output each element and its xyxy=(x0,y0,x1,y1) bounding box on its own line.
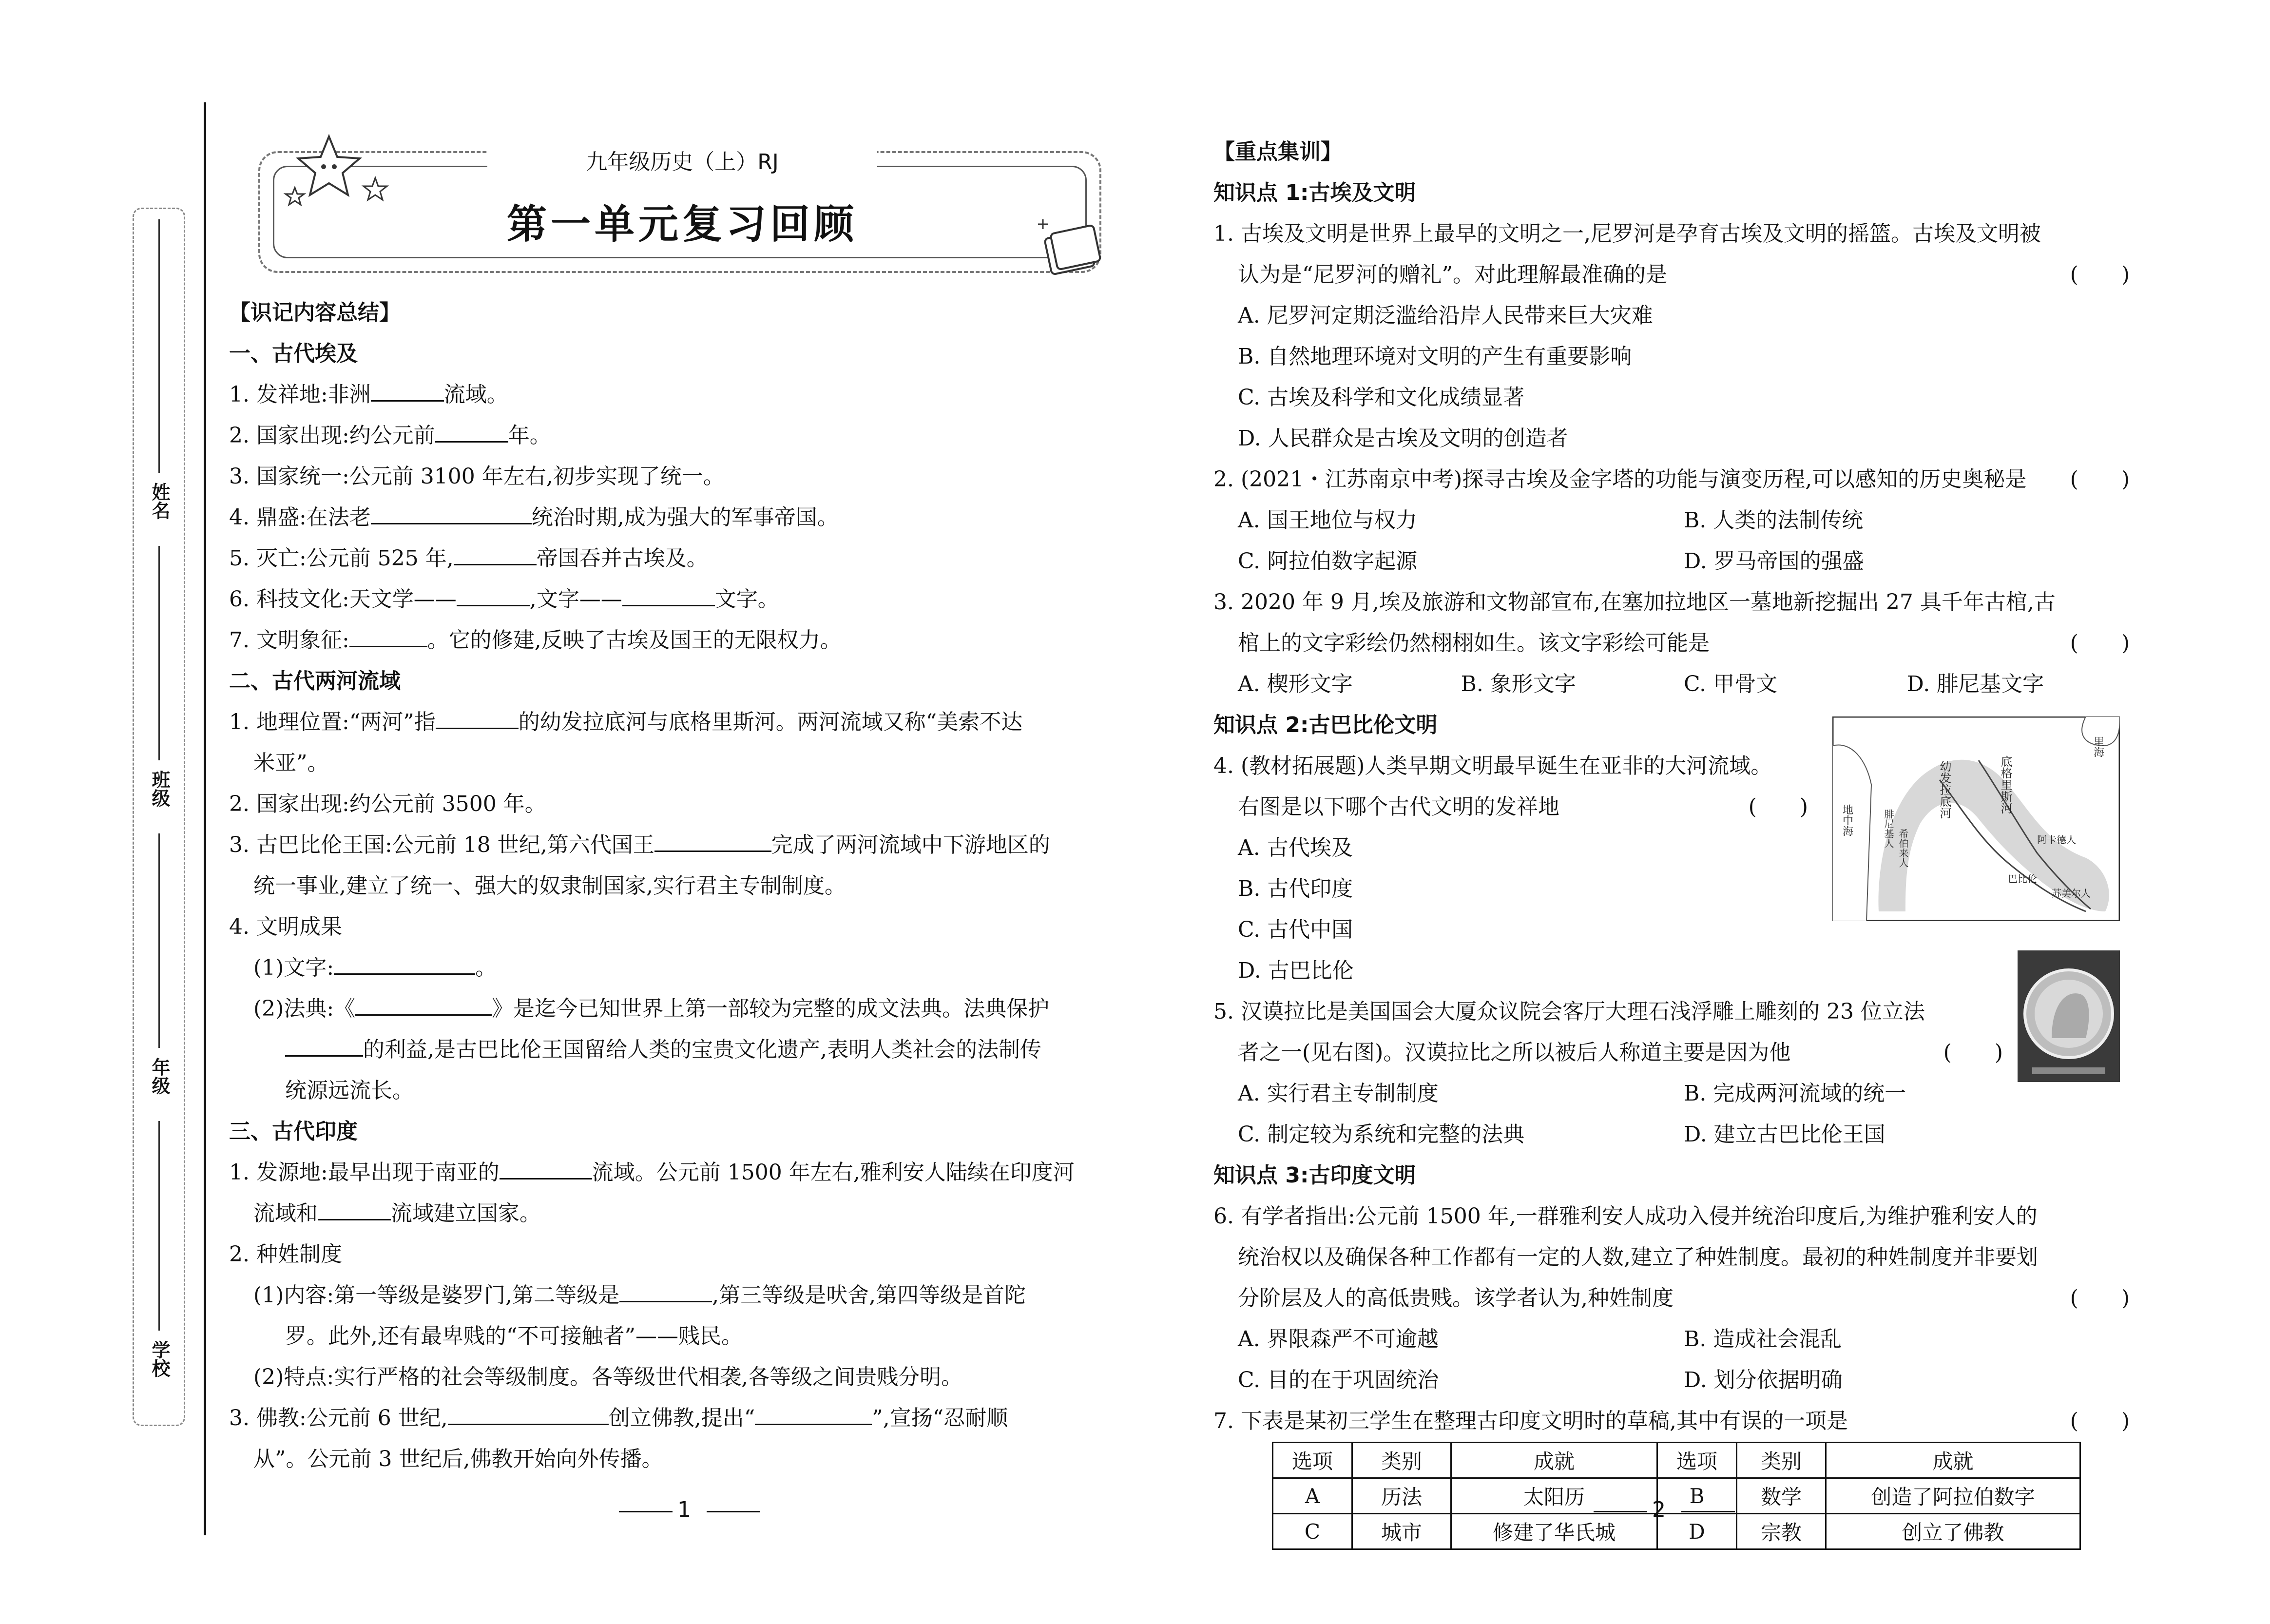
option[interactable]: A. 国王地位与权力 xyxy=(1238,508,1417,533)
question-7: 7. 下表是某初三学生在整理古印度文明时的草稿,其中有误的一项是 ( ) xyxy=(1213,1401,2130,1442)
section-heading: 二、古代两河流域 xyxy=(229,669,401,694)
page-number-rule xyxy=(1594,1511,1647,1512)
page-number-rule xyxy=(619,1511,673,1512)
table-cell: 创立了佛教 xyxy=(1826,1514,2080,1549)
question-line: 棺上的文字彩绘仍然栩栩如生。该文字彩绘可能是 ( ) xyxy=(1213,623,2130,664)
left-page xyxy=(229,132,1145,1545)
table-cell: B xyxy=(1657,1478,1737,1514)
option[interactable]: C. 古埃及科学和文化成绩显著 xyxy=(1238,385,1525,410)
table-header-row xyxy=(1273,1443,2080,1478)
practice-heading: 【重点集训】 xyxy=(1213,139,1342,164)
page-number-rule xyxy=(707,1511,760,1512)
map-label-akkadians: 阿卡德人 xyxy=(2037,834,2076,846)
section-heading: 一、古代埃及 xyxy=(229,341,358,366)
school-line xyxy=(158,1121,160,1331)
table-cell: 数学 xyxy=(1737,1478,1826,1514)
table-cell: 创造了阿拉伯数字 xyxy=(1826,1478,2080,1514)
question-2: 2. (2021・江苏南京中考)探寻古埃及金字塔的功能与演变历程,可以感知的历史奥秘是 ( ) xyxy=(1213,459,2130,500)
india-table xyxy=(1272,1442,2081,1550)
table-cell: 城市 xyxy=(1352,1514,1451,1549)
option[interactable]: B. 古代印度 xyxy=(1238,876,1353,901)
answer-bracket[interactable]: ( ) xyxy=(2070,631,2130,656)
map-label-sumerians: 苏美尔人 xyxy=(2052,888,2091,899)
option[interactable]: C. 制定较为系统和完整的法典 xyxy=(1238,1122,1525,1147)
option[interactable]: C. 阿拉伯数字起源 xyxy=(1238,549,1418,574)
map-label-euphrates: 幼发拉底河 xyxy=(1938,760,1951,819)
list-item: 罗。此外,还有最卑贱的“不可接触者”——贱民。 xyxy=(285,1324,743,1349)
table-row xyxy=(1273,1514,2080,1549)
list-item: 1. 发祥地:非洲 流域。 xyxy=(229,382,508,407)
question-line: 右图是以下哪个古代文明的发祥地 ( ) xyxy=(1213,787,1808,828)
option[interactable]: B. 人类的法制传统 xyxy=(1684,508,1864,533)
option[interactable]: B. 象形文字 xyxy=(1461,672,1576,696)
knowledge-point-heading: 知识点 2:古巴比伦文明 xyxy=(1213,713,1438,737)
list-item: 米亚”。 xyxy=(253,751,329,775)
option[interactable]: B. 造成社会混乱 xyxy=(1684,1327,1842,1352)
table-cell: A xyxy=(1273,1478,1352,1514)
option[interactable]: C. 甲骨文 xyxy=(1684,672,1778,696)
name-line xyxy=(158,219,160,473)
option[interactable]: A. 楔形文字 xyxy=(1238,672,1353,696)
question-6: 6. 有学者指出:公元前 1500 年,一群雅利安人成功入侵并统治印度后,为维护雅利安人的 xyxy=(1213,1204,2038,1229)
answer-bracket[interactable]: ( ) xyxy=(1748,794,1808,819)
list-item: 4. 鼎盛:在法老 统治时期,成为强大的军事帝国。 xyxy=(229,505,839,530)
list-item: 4. 文明成果 xyxy=(229,914,342,939)
option[interactable]: B. 自然地理环境对文明的产生有重要影响 xyxy=(1238,344,1632,369)
option[interactable]: D. 罗马帝国的强盛 xyxy=(1684,549,1864,574)
page-title: 第一单元复习回顾 xyxy=(506,201,858,248)
table-header: 成就 xyxy=(1826,1443,2080,1478)
list-item: 1. 地理位置:“两河”指 的幼发拉底河与底格里斯河。两河流域又称“美索不达 xyxy=(229,710,1023,735)
list-item: 3. 国家统一:公元前 3100 年左右,初步实现了统一。 xyxy=(229,464,725,489)
map-label-caspian: 里海 xyxy=(2092,736,2104,757)
list-item: 的利益,是古巴比伦王国留给人类的宝贵文化遗产,表明人类社会的法制传 xyxy=(229,1029,1145,1070)
option[interactable]: D. 建立古巴比伦王国 xyxy=(1684,1122,1885,1147)
list-item: 1. 发源地:最早出现于南亚的 流域。公元前 1500 年左右,雅利安人陆续在印度河 xyxy=(229,1160,1075,1185)
question-1: 1. 古埃及文明是世界上最早的文明之一,尼罗河是孕育古埃及文明的摇篮。古埃及文明被 xyxy=(1213,221,2041,246)
table-cell: D xyxy=(1657,1514,1737,1549)
question-line: 认为是“尼罗河的赠礼”。对此理解最准确的是 ( ) xyxy=(1213,254,2130,295)
list-item: 从”。公元前 3 世纪后,佛教开始向外传播。 xyxy=(253,1447,663,1471)
question-line: 统治权以及确保各种工作都有一定的人数,建立了种姓制度。最初的种姓制度并非要划 xyxy=(1238,1245,2038,1270)
option[interactable]: D. 人民群众是古埃及文明的创造者 xyxy=(1238,426,1568,451)
map-label-phoenicians: 腓尼基人 xyxy=(1883,809,1894,848)
table-row xyxy=(1273,1478,2080,1514)
answer-bracket[interactable]: ( ) xyxy=(2070,467,2130,492)
table-header: 类别 xyxy=(1737,1443,1826,1478)
answer-bracket[interactable]: ( ) xyxy=(2070,262,2130,287)
answer-bracket[interactable]: ( ) xyxy=(1943,1040,2003,1065)
map-label-babylon: 巴比伦 xyxy=(2008,873,2037,885)
page-number-rule xyxy=(1681,1511,1735,1512)
list-item: 2. 国家出现:约公元前 年。 xyxy=(229,423,551,448)
map-label-mediterranean: 地中海 xyxy=(1841,804,1853,836)
question-4: 4. (教材拓展题)人类早期文明最早诞生在亚非的大河流域。 xyxy=(1213,754,1772,778)
option[interactable]: C. 目的在于巩固统治 xyxy=(1238,1368,1439,1392)
answer-bracket[interactable]: ( ) xyxy=(2070,1286,2130,1311)
option[interactable]: B. 完成两河流域的统一 xyxy=(1684,1081,1906,1106)
option-row xyxy=(1213,1073,2130,1114)
name-label: 姓名 xyxy=(149,483,171,520)
list-item: 7. 文明象征: 。它的修建,反映了古埃及国王的无限权力。 xyxy=(229,628,842,653)
question-line: 者之一(见右图)。汉谟拉比之所以被后人称道主要是因为他 ( ) xyxy=(1213,1032,2003,1073)
list-item: 统一事业,建立了统一、强大的奴隶制国家,实行君主专制制度。 xyxy=(253,873,846,898)
hammurabi-relief-image xyxy=(2018,950,2120,1082)
page-number: 1 xyxy=(677,1497,691,1522)
question-line: 分阶层及人的高低贵贱。该学者认为,种姓制度 ( ) xyxy=(1213,1278,2130,1319)
mesopotamia-map xyxy=(1832,716,2120,921)
option-row xyxy=(1213,500,2130,541)
knowledge-point-heading: 知识点 1:古埃及文明 xyxy=(1213,180,1416,205)
table-header: 成就 xyxy=(1451,1443,1657,1478)
list-item: 流域和 流域建立国家。 xyxy=(253,1201,541,1226)
option[interactable]: A. 尼罗河定期泛滥给沿岸人民带来巨大灾难 xyxy=(1238,303,1653,328)
knowledge-point-heading: 知识点 3:古印度文明 xyxy=(1213,1163,1416,1188)
table-cell: C xyxy=(1273,1514,1352,1549)
grade-label: 年级 xyxy=(149,1058,171,1095)
table-cell: 修建了华氏城 xyxy=(1451,1514,1657,1549)
grade-line xyxy=(158,833,160,1048)
option[interactable]: A. 实行君主专制制度 xyxy=(1238,1081,1439,1106)
question-3: 3. 2020 年 9 月,埃及旅游和文物部宣布,在塞加拉地区一墓地新挖掘出 27 具千年古棺,古 xyxy=(1213,590,2056,615)
class-label: 班级 xyxy=(149,770,171,807)
option-row xyxy=(1213,1319,2130,1360)
list-item: (1)内容:第一等级是婆罗门,第二等级是 ,第三等级是吠舍,第四等级是首陀 xyxy=(253,1283,1026,1308)
table-header: 选项 xyxy=(1657,1443,1737,1478)
option[interactable]: A. 界限森严不可逾越 xyxy=(1238,1327,1439,1352)
option[interactable]: D. 古巴比伦 xyxy=(1238,958,1354,983)
option-row xyxy=(1213,664,2130,705)
school-label: 学校 xyxy=(149,1340,171,1377)
subtitle: 九年级历史（上）RJ xyxy=(487,144,877,175)
list-item: 2. 种姓制度 xyxy=(229,1242,342,1267)
table-cell: 历法 xyxy=(1352,1478,1451,1514)
list-item: 5. 灭亡:公元前 525 年, 帝国吞并古埃及。 xyxy=(229,546,708,571)
option-row xyxy=(1213,1114,2130,1155)
table-header: 选项 xyxy=(1273,1443,1352,1478)
map-label-hebrews: 希伯来人 xyxy=(1897,829,1909,868)
list-item: (1)文字: 。 xyxy=(253,955,497,980)
option[interactable]: C. 古代中国 xyxy=(1238,917,1353,942)
option[interactable]: D. 划分依据明确 xyxy=(1684,1368,1843,1392)
list-item: 6. 科技文化:天文学—— ,文字—— 文字。 xyxy=(229,587,779,612)
answer-bracket[interactable]: ( ) xyxy=(2070,1409,2130,1433)
option-row xyxy=(1213,1360,2130,1401)
class-line xyxy=(158,546,160,760)
option[interactable]: A. 古代埃及 xyxy=(1238,835,1353,860)
list-item: 统源远流长。 xyxy=(285,1078,414,1103)
list-item: 3. 古巴比伦王国:公元前 18 世纪,第六代国王 完成了两河流域中下游地区的 xyxy=(229,832,1050,857)
table-header: 类别 xyxy=(1352,1443,1451,1478)
summary-heading: 【识记内容总结】 xyxy=(229,300,401,325)
page-divider xyxy=(204,102,206,1535)
option-row xyxy=(1213,541,2130,582)
list-item: 3. 佛教:公元前 6 世纪, 创立佛教,提出“ ”,宣扬“忍耐顺 xyxy=(229,1406,1008,1431)
list-item: 2. 国家出现:约公元前 3500 年。 xyxy=(229,792,546,816)
table-cell: 太阳历 xyxy=(1451,1478,1657,1514)
table-cell: 宗教 xyxy=(1737,1514,1826,1549)
question-5: 5. 汉谟拉比是美国国会大厦众议院会客厅大理石浅浮雕上雕刻的 23 位立法 xyxy=(1213,999,1925,1024)
option[interactable]: D. 腓尼基文字 xyxy=(1906,672,2044,696)
list-item: (2)特点:实行严格的社会等级制度。各等级世代相袭,各等级之间贵贱分明。 xyxy=(253,1365,963,1390)
section-heading: 三、古代印度 xyxy=(229,1119,358,1144)
map-label-tigris: 底格里斯河 xyxy=(1999,755,2012,814)
list-item: (2)法典:《 》是迄今已知世界上第一部较为完整的成文法典。法典保护 xyxy=(253,996,1050,1021)
page-number: 2 xyxy=(1652,1497,1666,1522)
